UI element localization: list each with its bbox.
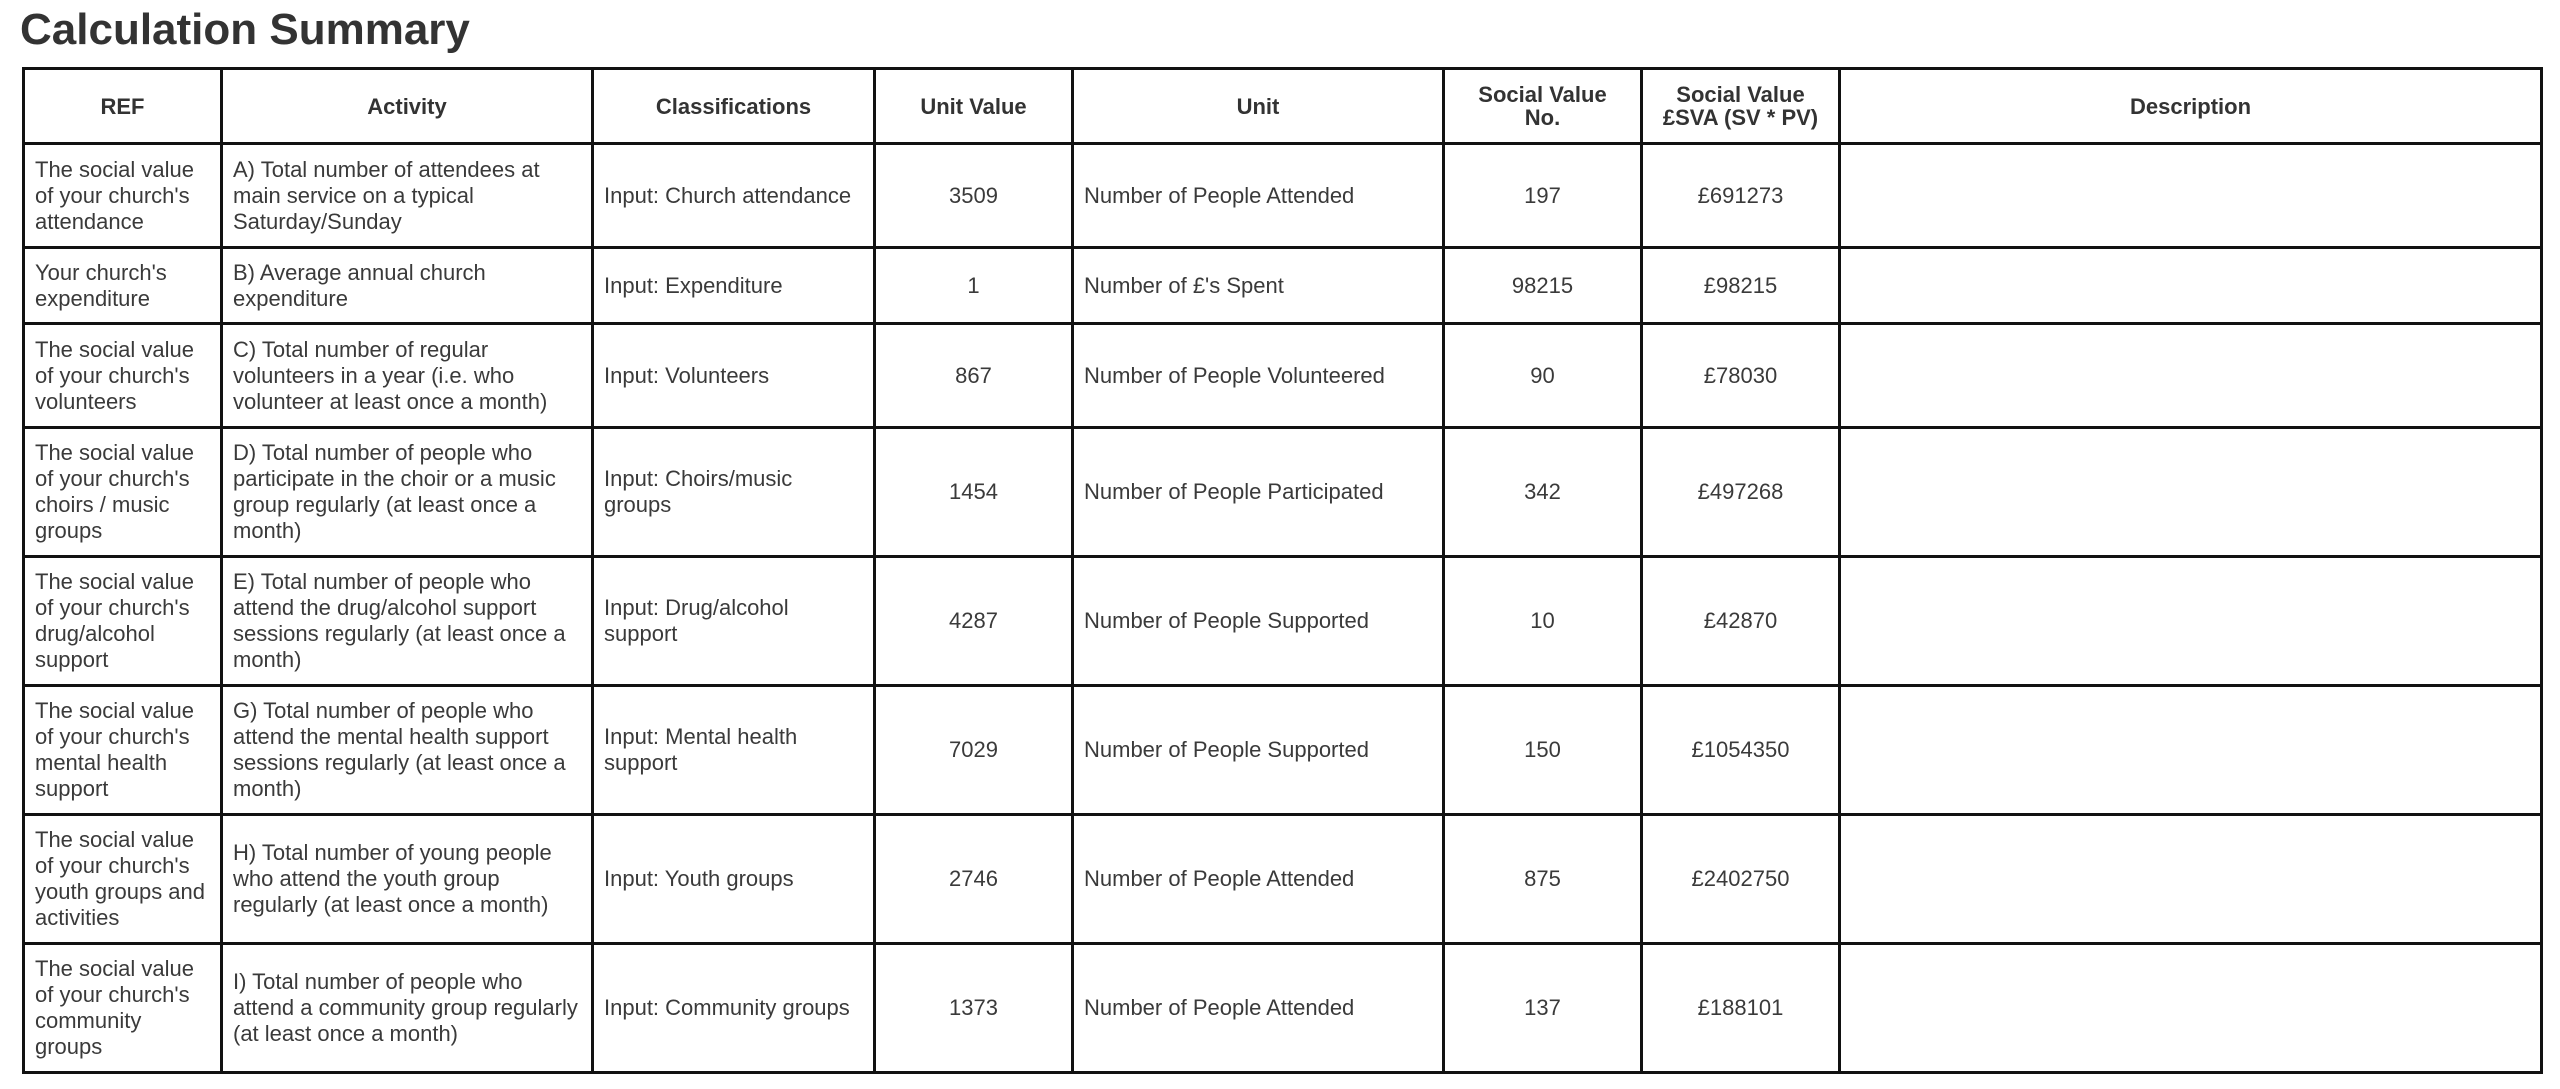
unit-value-cell: 1	[875, 248, 1073, 324]
description-cell	[1840, 686, 2542, 815]
unit-value-cell: 3509	[875, 144, 1073, 248]
social-value-sva-cell: £188101	[1642, 944, 1840, 1073]
unit-cell: Number of People Supported	[1073, 557, 1444, 686]
unit-cell: Number of People Volunteered	[1073, 324, 1444, 428]
header-social-value-no-line2: No.	[1524, 105, 1561, 130]
table-row	[24, 944, 2542, 1073]
activity-cell: E) Total number of people who attend the drug/alcohol support sessions regularly (at least once a month)	[222, 557, 593, 686]
header-unit-value: Unit Value	[875, 69, 1073, 144]
unit-value-cell: 4287	[875, 557, 1073, 686]
header-unit: Unit	[1073, 69, 1444, 144]
activity-cell: C) Total number of regular volunteers in a year (i.e. who volunteer at least once a month)	[222, 324, 593, 428]
unit-cell: Number of People Attended	[1073, 144, 1444, 248]
activity-cell: A) Total number of attendees at main service on a typical Saturday/Sunday	[222, 144, 593, 248]
social-value-no-cell: 137	[1444, 944, 1642, 1073]
description-cell	[1840, 557, 2542, 686]
ref-cell: The social value of your church's drug/alcohol support	[24, 557, 222, 686]
classification-cell: Input: Drug/alcohol support	[593, 557, 875, 686]
social-value-sva-cell: £497268	[1642, 428, 1840, 557]
header-social-value-no-line1: Social Value	[1478, 82, 1607, 107]
table-row	[24, 248, 2542, 324]
classification-cell: Input: Church attendance	[593, 144, 875, 248]
ref-cell: The social value of your church's youth groups and activities	[24, 815, 222, 944]
table-row	[24, 686, 2542, 815]
social-value-no-cell: 10	[1444, 557, 1642, 686]
classification-cell: Input: Choirs/music groups	[593, 428, 875, 557]
social-value-sva-cell: £98215	[1642, 248, 1840, 324]
header-social-value-no	[1444, 69, 1642, 144]
header-social-value-sva-line2: £SVA (SV * PV)	[1662, 105, 1819, 130]
unit-value-cell: 7029	[875, 686, 1073, 815]
header-social-value-sva-line1: Social Value	[1676, 82, 1805, 107]
classification-cell: Input: Volunteers	[593, 324, 875, 428]
social-value-no-cell: 90	[1444, 324, 1642, 428]
social-value-sva-cell: £691273	[1642, 144, 1840, 248]
classification-cell: Input: Youth groups	[593, 815, 875, 944]
table-header-row	[24, 69, 2542, 144]
page-title: Calculation Summary	[20, 5, 470, 54]
social-value-no-cell: 197	[1444, 144, 1642, 248]
classification-cell: Input: Expenditure	[593, 248, 875, 324]
unit-cell: Number of People Attended	[1073, 944, 1444, 1073]
description-cell	[1840, 144, 2542, 248]
description-cell	[1840, 944, 2542, 1073]
description-cell	[1840, 815, 2542, 944]
unit-value-cell: 2746	[875, 815, 1073, 944]
activity-cell: B) Average annual church expenditure	[222, 248, 593, 324]
social-value-sva-cell: £42870	[1642, 557, 1840, 686]
social-value-sva-cell: £78030	[1642, 324, 1840, 428]
table-row	[24, 815, 2542, 944]
activity-cell: H) Total number of young people who attend the youth group regularly (at least once a month)	[222, 815, 593, 944]
social-value-no-cell: 875	[1444, 815, 1642, 944]
header-description: Description	[1840, 69, 2542, 144]
unit-value-cell: 1454	[875, 428, 1073, 557]
activity-cell: G) Total number of people who attend the mental health support sessions regularly (at least once a month)	[222, 686, 593, 815]
table-row	[24, 324, 2542, 428]
unit-cell: Number of People Attended	[1073, 815, 1444, 944]
classification-cell: Input: Mental health support	[593, 686, 875, 815]
description-cell	[1840, 428, 2542, 557]
unit-cell: Number of £'s Spent	[1073, 248, 1444, 324]
header-social-value-sva	[1642, 69, 1840, 144]
activity-cell: D) Total number of people who participate in the choir or a music group regularly (at least once a month)	[222, 428, 593, 557]
social-value-no-cell: 150	[1444, 686, 1642, 815]
ref-cell: The social value of your church's community groups	[24, 944, 222, 1073]
table-row	[24, 557, 2542, 686]
unit-value-cell: 867	[875, 324, 1073, 428]
classification-cell: Input: Community groups	[593, 944, 875, 1073]
ref-cell: The social value of your church's volunteers	[24, 324, 222, 428]
ref-cell: The social value of your church's choirs / music groups	[24, 428, 222, 557]
unit-value-cell: 1373	[875, 944, 1073, 1073]
unit-cell: Number of People Participated	[1073, 428, 1444, 557]
unit-cell: Number of People Supported	[1073, 686, 1444, 815]
ref-cell: The social value of your church's attendance	[24, 144, 222, 248]
description-cell	[1840, 248, 2542, 324]
ref-cell: Your church's expenditure	[24, 248, 222, 324]
table-row	[24, 144, 2542, 248]
description-cell	[1840, 324, 2542, 428]
social-value-sva-cell: £2402750	[1642, 815, 1840, 944]
calculation-summary-table	[22, 67, 2543, 1074]
social-value-no-cell: 342	[1444, 428, 1642, 557]
header-ref: REF	[24, 69, 222, 144]
header-classifications: Classifications	[593, 69, 875, 144]
table-row	[24, 428, 2542, 557]
social-value-no-cell: 98215	[1444, 248, 1642, 324]
social-value-sva-cell: £1054350	[1642, 686, 1840, 815]
ref-cell: The social value of your church's mental health support	[24, 686, 222, 815]
header-activity: Activity	[222, 69, 593, 144]
activity-cell: I) Total number of people who attend a community group regularly (at least once a month)	[222, 944, 593, 1073]
